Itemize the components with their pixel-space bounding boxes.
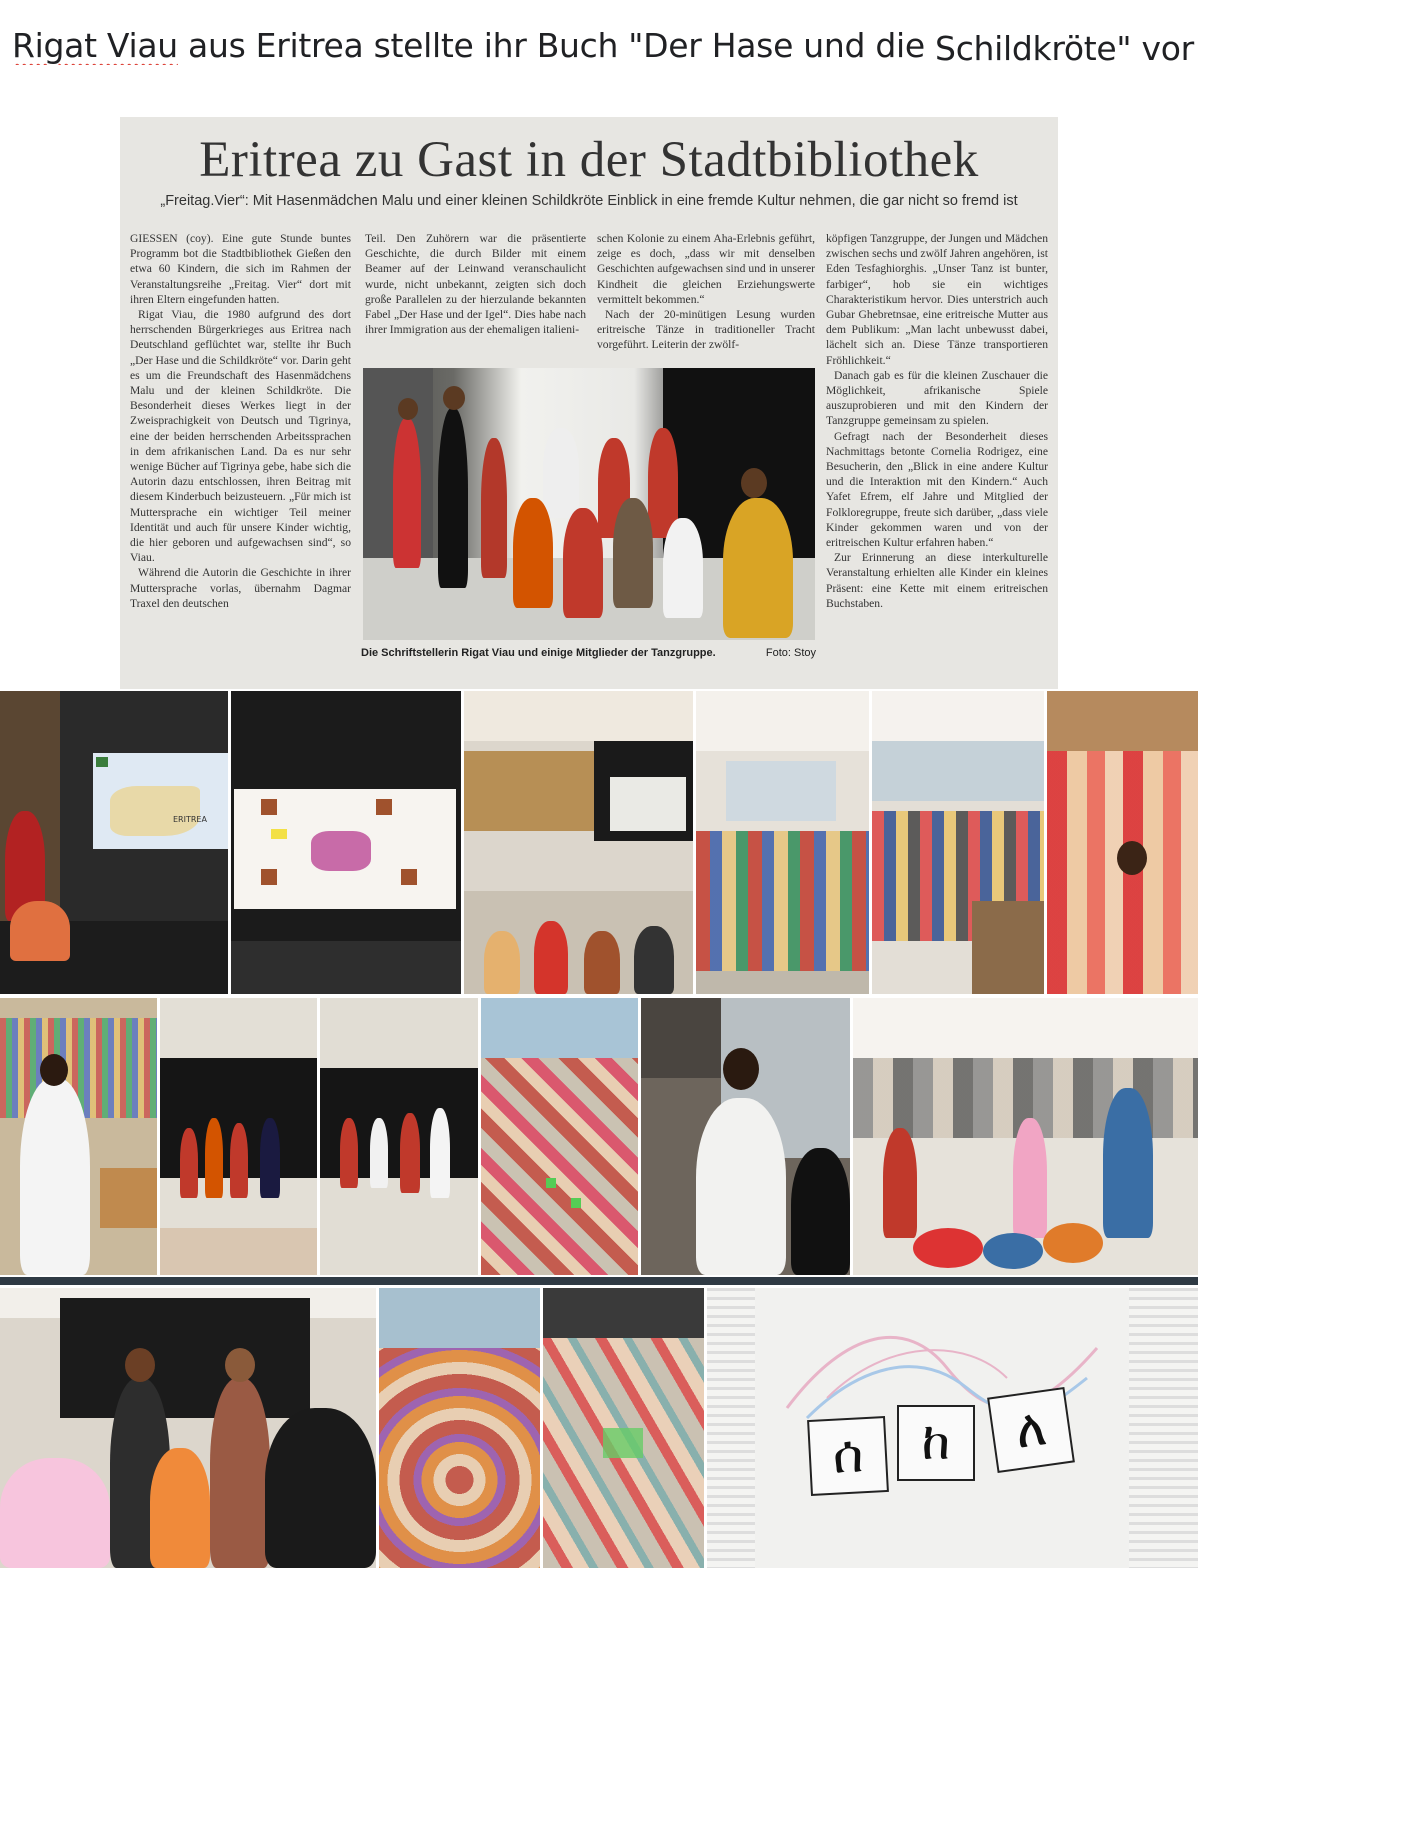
- photo-games-floor: [481, 998, 638, 1275]
- photo-credit: Foto: Stoy: [765, 647, 816, 659]
- photo-boy-holding-card: [641, 998, 850, 1275]
- article-title: Eritrea zu Gast in der Stadtbibliothek: [199, 132, 979, 188]
- letter-card: ከ: [897, 1405, 975, 1481]
- photo-crowd-play: [853, 998, 1198, 1275]
- article-paragraph: Rigat Viau, die 1980 aufgrund des dort herrschenden Bürgerkrieges aus Eritrea nach Deutschland geflüchtet war, stellte ihr Buch „Der Hase und die Schildkröte“ vor. Darin geht es um die Freundschaft des Hasenmädchens Malu und der kleinen Schildkröte. Die Besonderheit dieses Werkes liegt in der Zweisprachigkeit von Deutsch und Tigrinya, eine der beiden herrschenden Arbeitssprachen in dem afrikanischen Land. Da es nur sehr wenige Bücher auf Tigrinya gebe, habe sich die Autorin dazu entschlossen, ihren Beitrag mit diesem Kinderbuch beizusteuern. „Für mich ist Muttersprache ein wichtiger Teil meiner Identität und auch für unsere Kinder wichtig, die hier geboren und aufgewachsen sind“, so Viau.: [130, 308, 351, 565]
- article-photo: [363, 368, 815, 640]
- letter-card: ሰ: [807, 1416, 889, 1496]
- article-column-3: [597, 231, 815, 353]
- photo-portraits-slide: [231, 691, 461, 994]
- photo-games-circle: [379, 1288, 540, 1568]
- article-paragraph: Teil. Den Zuhörern war die präsentierte Geschichte, die durch Bilder mit einem Beamer auf der Leinwand veranschaulicht wurde, nicht unbekannt, zeigten sich doch große Parallelen zu der hierzulande bekannten Fabel „Der Hase und der Igel“. Dies habe nach ihrer Immigration aus der ehemaligen italieni-: [365, 232, 586, 337]
- photo-audience-2: [872, 691, 1044, 994]
- article-subtitle: „Freitag.Vier“: Mit Hasenmädchen Malu und einer kleinen Schildkröte Einblick in eine fremde Kultur nehmen, die gar nicht so fremd ist: [160, 193, 1018, 209]
- photo-chain-gift: [0, 1288, 376, 1568]
- photo-audience-1: [696, 691, 869, 994]
- heading-end: Schildkröte" vor: [935, 29, 1194, 65]
- caption-text: Die Schriftstellerin Rigat Viau und einige Mitglieder der Tanzgruppe.: [361, 647, 716, 659]
- photo-dance-1: [160, 998, 317, 1275]
- photo-library-stage: [464, 691, 693, 994]
- article-paragraph: GIESSEN (coy). Eine gute Stunde buntes Programm bot die Stadtbibliothek Gießen den etwa 60 Kindern, die sich im Rahmen der Veranstaltungsreihe „Freitag. Vier“ dort mit ihren Eltern eingefunden hatten.: [130, 232, 351, 306]
- heading-name: Rigat Viau: [12, 26, 178, 65]
- photo-boy-white-robe: [0, 998, 157, 1275]
- article-column-2: [365, 231, 586, 337]
- article-paragraph: Gefragt nach der Besonderheit dieses Nachmittags betonte Cornelia Rodrigez, eine Besucherin, den „Blick in eine andere Kultur und die Interaktion mit den Kindern.“ Auch Yafet Efrem, elf Jahre und Mitglied der Folkloregruppe, freute sich darüber, „dass viele Kinder gekommen waren und von der eritreischen Kultur erfahren haben.“: [826, 429, 1048, 550]
- photo-dance-2: [320, 998, 478, 1275]
- article-paragraph: Zur Erinnerung an diese interkulturelle Veranstaltung erhielten alle Kinder ein kleines Präsent: eine Kette mit einem eritreischen Buchstaben.: [826, 551, 1048, 610]
- divider: [0, 1277, 1198, 1285]
- article-paragraph: schen Kolonie zu einem Aha-Erlebnis geführt, zeige es doch, „dass wir mit denselben Geschichten aufgewachsen sind und in unserer Kindheit die gleichen Erziehungswerte vermittelt bekommen.“: [597, 232, 815, 306]
- page-heading: [12, 26, 1198, 65]
- article-paragraph: Nach der 20-minütigen Lesung wurden eritreische Tänze in traditioneller Tracht vorgeführt. Leiterin der zwölf-: [597, 308, 815, 352]
- article-column-4: [826, 231, 1048, 611]
- photo-map-presentation: [0, 691, 228, 994]
- article-paragraph: köpfigen Tanzgruppe, der Jungen und Mädchen zwischen sechs und zwölf Jahren angehören, ist Eden Tesfaghiorghis. „Unser Tanz ist bunter, farbiger“, hob sie ein wichtiges Charakteristikum hervor. Dies unterstrich auch Gubar Ghebretnsae, eine eritreische Mutter aus dem Publikum: „Man lacht unbewusst dabei, lächelt sich an. Diese Tänze transportieren Fröhlichkeit.“: [826, 232, 1048, 367]
- heading-middle: aus Eritrea stellte ihr Buch "Der Hase und die: [177, 26, 936, 65]
- photo-games-overview: [543, 1288, 704, 1568]
- letter-card: ለ: [987, 1387, 1075, 1473]
- photo-letter-necklaces: [707, 1288, 1198, 1568]
- article-caption: [361, 647, 816, 659]
- photo-children-close: [1047, 691, 1198, 994]
- article-column-1: [130, 231, 351, 611]
- newspaper-clipping: [120, 117, 1058, 689]
- slide-map-label: ERITREA: [173, 815, 207, 824]
- article-paragraph: Danach gab es für die kleinen Zuschauer die Möglichkeit, afrikanische Spiele auszuprobieren und mit den Kindern der Tanzgruppe gemeinsam zu spielen.: [826, 368, 1048, 428]
- article-paragraph: Während die Autorin die Geschichte in ihrer Muttersprache vorlas, übernahm Dagmar Traxel den deutschen: [130, 566, 351, 610]
